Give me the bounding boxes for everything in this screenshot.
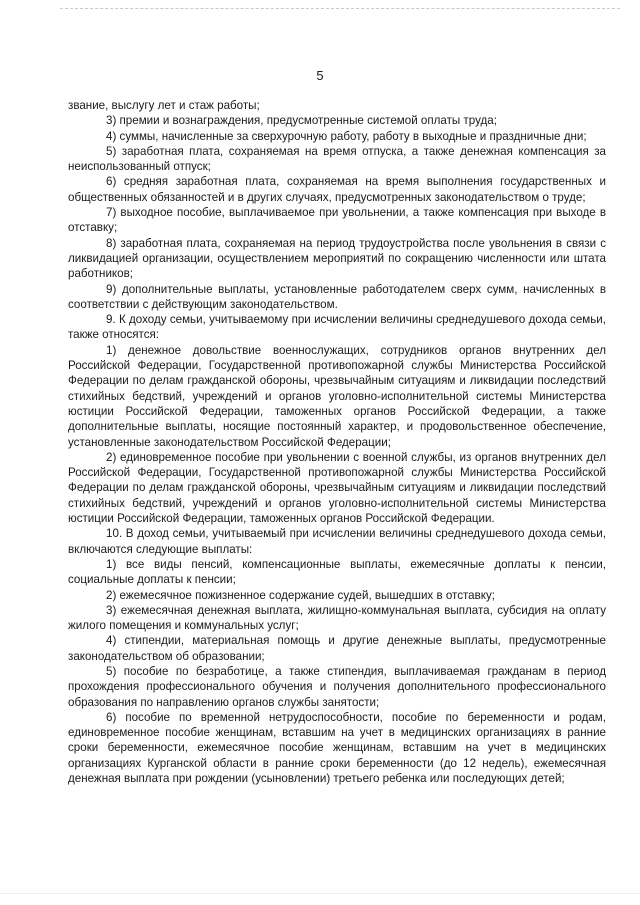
scan-edge-top [60, 8, 620, 11]
paragraph: 9. К доходу семьи, учитываемому при исчислении величины среднедушевого дохода семьи, также относятся: [68, 313, 606, 342]
paragraph: 1) денежное довольствие военнослужащих, сотрудников органов внутренних дел Российской Федерации, Государственной противопожарной службы Министерства Российской Федерации по делам гражданской обороны, чрезвычайным ситуациям и ликвидации последствий стихийных бедствий, учреждений и органов уголовно-исполнительной системы Министерства юстиции Российской Федерации, таможенных органов Российской Федерации, а также дополнительные выплаты, носящие постоянный характер, и продовольственное обеспечение, установленные законодательством Российской Федерации; [68, 343, 606, 449]
paragraph: 4) стипендии, материальная помощь и другие денежные выплаты, предусмотренные законодательством об образовании; [68, 634, 606, 663]
paragraph: 5) заработная плата, сохраняемая на время отпуска, а также денежная компенсация за неиспользованный отпуск; [68, 144, 606, 174]
page-number: 5 [316, 68, 324, 83]
paragraph: звание, выслугу лет и стаж работы; [68, 99, 260, 112]
paragraph: 3) премии и вознаграждения, предусмотренные системой оплаты труда; [106, 114, 497, 128]
paragraph: 7) выходное пособие, выплачиваемое при увольнении, а также компенсация при выходе в отставку; [68, 206, 606, 235]
paragraph: 8) заработная плата, сохраняемая на период трудоустройства после увольнения в связи с ликвидацией организации, осуществлением мероприятий по сокращению численности или штата работников; [68, 236, 606, 281]
paragraph: 2) единовременное пособие при увольнении с военной службы, из органов внутренних дел Российской Федерации, Государственной противопожарной службы Министерства Российской Федерации по делам гражданской обороны, чрезвычайным ситуациям и ликвидации последствий стихийных бедствий, учреждений и органов уголовно-исполнительной системы Министерства юстиции Российской Федерации, таможенных органов Российской Федерации. [68, 450, 606, 526]
paragraph: 9) дополнительные выплаты, установленные работодателем сверх сумм, начисленных в соответствии с действующим законодательством. [68, 282, 606, 311]
paragraph: 5) пособие по безработице, а также стипендия, выплачиваемая гражданам в период прохождения профессионального обучения и получения дополнительного профессионального образования по направлению органов службы занятости; [68, 664, 606, 709]
paragraph: 4) суммы, начисленные за сверхурочную работу, работу в выходные и праздничные дни; [106, 129, 587, 143]
paragraph: 10. В доход семьи, учитываемый при исчислении величины среднедушевого дохода семьи, включаются следующие выплаты: [68, 527, 606, 556]
scan-edge-bottom [0, 893, 640, 895]
paragraph: 6) пособие по временной нетрудоспособности, пособие по беременности и родам, единовременное пособие женщинам, вставшим на учет в медицинских организациях в ранние сроки беременности, ежемесячное пособие женщинам, вставшим на учет в медицинских организациях Курганской области в ранние сроки беременности (до 12 недель), ежемесячная денежная выплата при рождении (усыновлении) третьего ребенка или последующих детей; [68, 710, 606, 786]
paragraph: 6) средняя заработная плата, сохраняемая на время выполнения государственных и общественных обязанностей и в других случаях, предусмотренных законодательством о труде; [68, 175, 606, 204]
paragraph: 1) все виды пенсий, компенсационные выплаты, ежемесячные доплаты к пенсии, социальные доплаты к пенсии; [68, 557, 606, 587]
paragraph: 3) ежемесячная денежная выплата, жилищно-коммунальная выплата, субсидия на оплату жилого помещения и коммунальных услуг; [68, 603, 606, 633]
document-body [68, 98, 606, 786]
paragraph: 2) ежемесячное пожизненное содержание судей, вышедших в отставку; [106, 588, 495, 602]
